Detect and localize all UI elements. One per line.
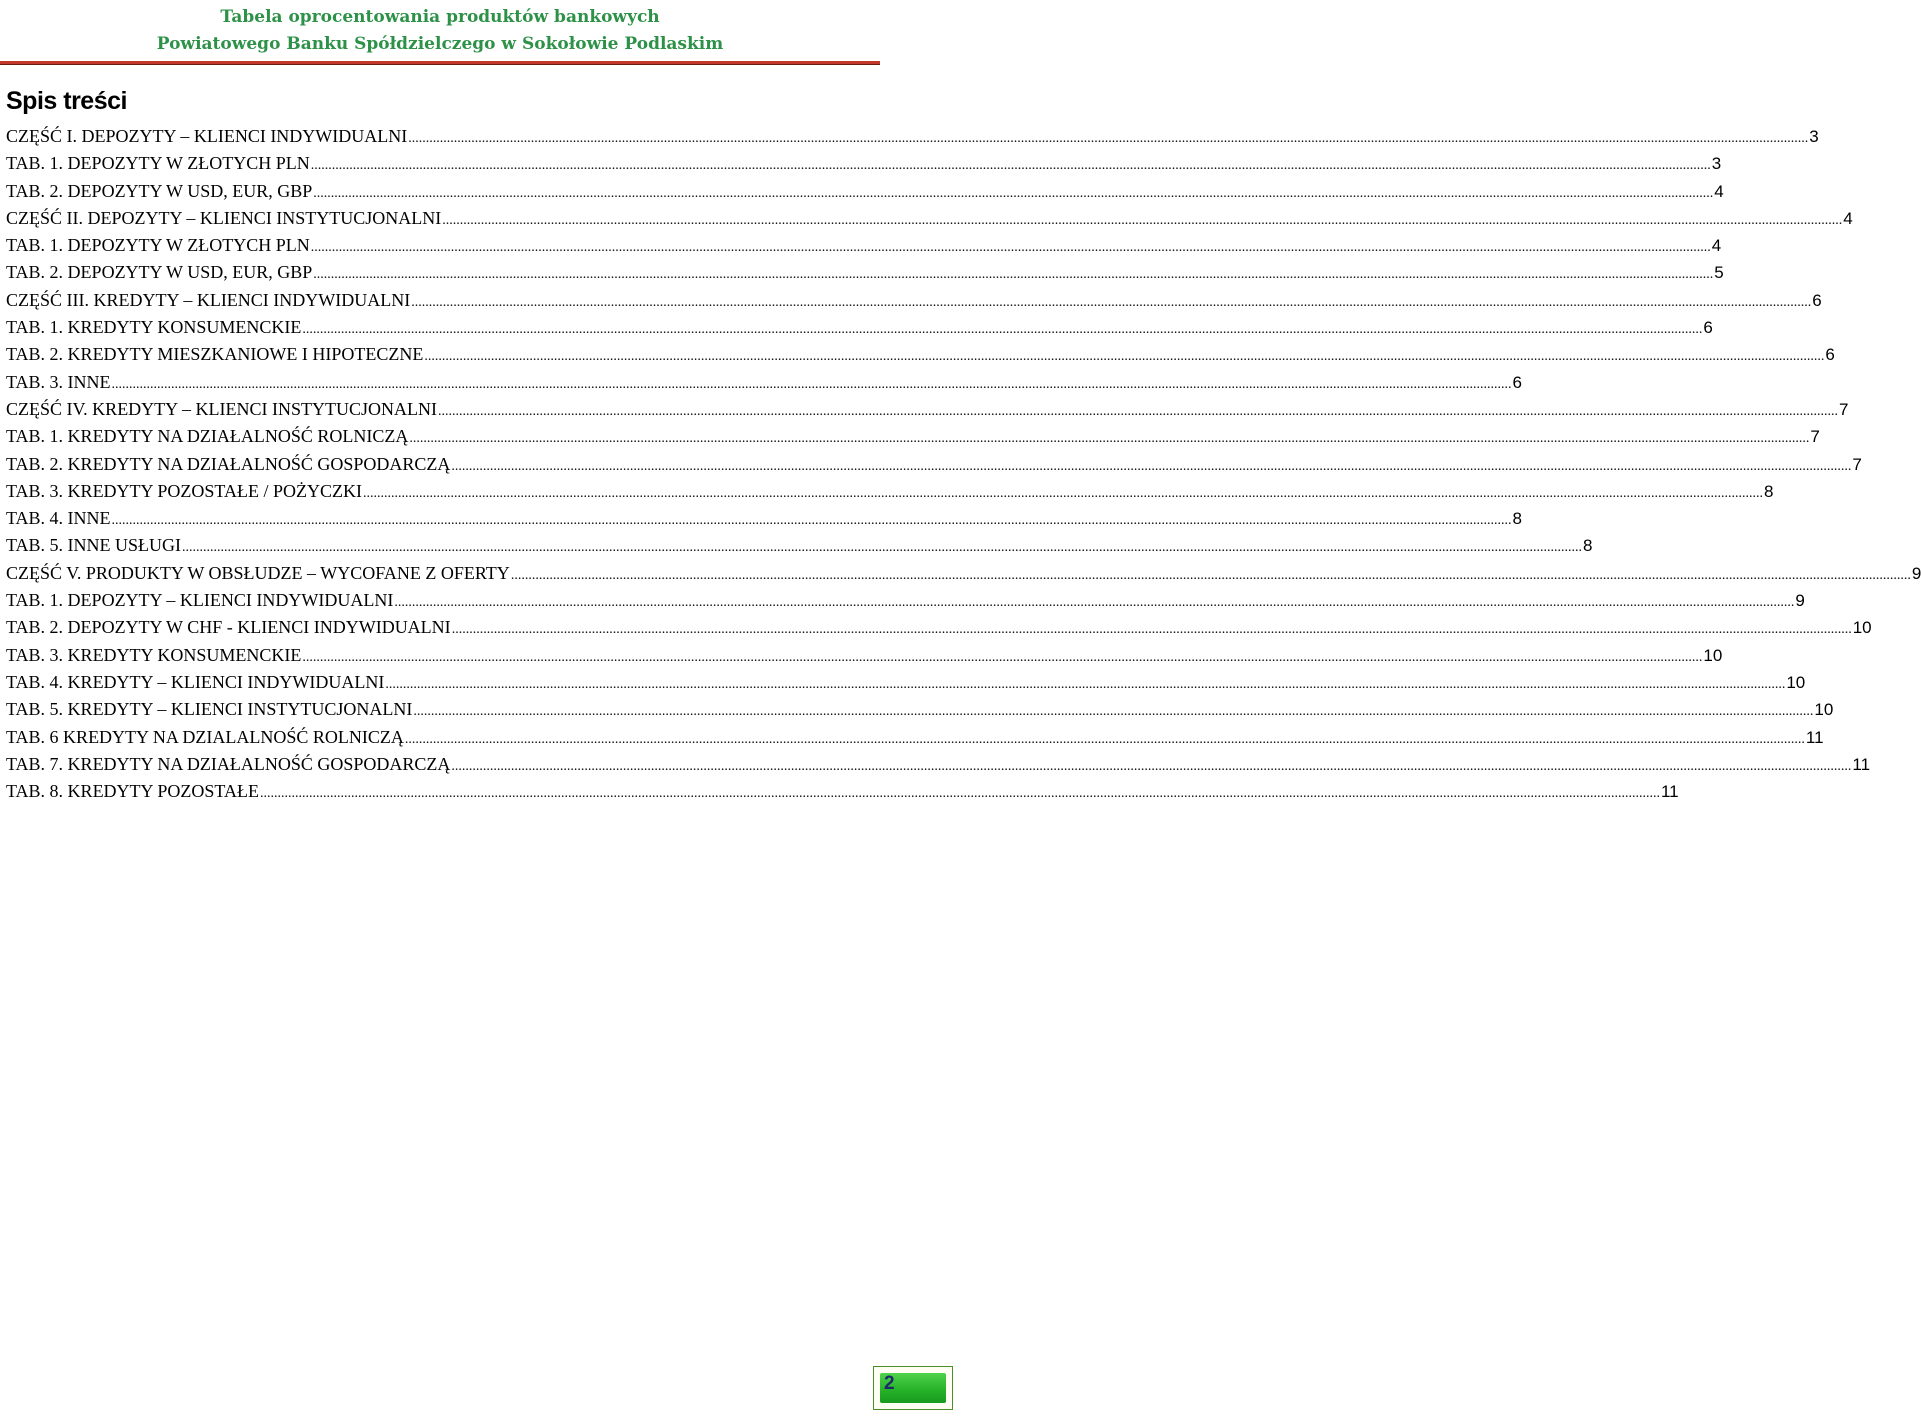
header-title-line-2: Powiatowego Banku Spółdzielczego w Sokołowie Podlaskim <box>156 34 724 54</box>
toc-entry-link[interactable] <box>6 423 1820 450</box>
toc-entry-page: 10 <box>1786 672 1806 692</box>
toc-entry-page: 3 <box>1711 154 1722 174</box>
toc-entry-label: TAB. 7. KREDYTY NA DZIAŁALNOŚĆ GOSPODARCZĄ <box>6 753 451 774</box>
toc-entry-page: 4 <box>1714 181 1724 201</box>
toc-entry-label: TAB. 3. KREDYTY POZOSTAŁE / POŻYCZKI <box>6 480 362 501</box>
toc-entry-label: CZĘŚĆ I. DEPOZYTY – KLIENCI INDYWIDUALNI <box>6 126 408 146</box>
toc-entry-label: TAB. 6 KREDYTY NA DZIALALNOŚĆ ROLNICZĄ <box>6 726 404 747</box>
toc-entry-link[interactable] <box>6 369 1523 396</box>
toc-entry-link[interactable] <box>6 259 1724 286</box>
dot-leader: ................................................................................................................................................................................................................................................................................................................................................................................................................ <box>313 267 1714 283</box>
dot-leader: ................................................................................................................................................................................................................................................................................................................................................................................................................ <box>362 485 1763 501</box>
dot-leader: ................................................................................................................................................................................................................................................................................................................................................................................................................ <box>310 240 1711 256</box>
toc-entry-label: TAB. 2. DEPOZYTY W USD, EUR, GBP <box>6 262 313 283</box>
toc-entry-page: 10 <box>1852 618 1872 638</box>
dot-leader: ................................................................................................................................................................................................................................................................................................................................................................................................................ <box>394 595 1795 611</box>
toc-entry-link[interactable] <box>6 505 1523 532</box>
toc-entry-label: TAB. 2. KREDYTY MIESZKANIOWE I HIPOTECZNE <box>6 344 424 365</box>
toc-entry-label: TAB. 1. DEPOZYTY – KLIENCI INDYWIDUALNI <box>6 590 394 611</box>
toc-entry-label: CZĘŚĆ III. KREDYTY – KLIENCI INDYWIDUALNI <box>6 289 411 310</box>
dot-leader: ................................................................................................................................................................................................................................................................................................................................................................................................................ <box>182 540 1583 556</box>
toc-entry-page: 3 <box>1809 127 1819 146</box>
toc-entry-link[interactable] <box>6 669 1806 696</box>
header-divider-shadow <box>0 64 880 65</box>
dot-leader: ................................................................................................................................................................................................................................................................................................................................................................................................................ <box>111 513 1512 529</box>
toc-entry-label: TAB. 8. KREDYTY POZOSTAŁE <box>6 781 259 802</box>
dot-leader: ................................................................................................................................................................................................................................................................................................................................................................................................................ <box>409 431 1810 447</box>
dot-leader: ................................................................................................................................................................................................................................................................................................................................................................................................................ <box>302 649 1703 665</box>
dot-leader: ................................................................................................................................................................................................................................................................................................................................................................................................................ <box>310 158 1711 174</box>
toc-entry-label: TAB. 4. INNE <box>6 508 111 529</box>
dot-leader: ................................................................................................................................................................................................................................................................................................................................................................................................................ <box>259 786 1660 802</box>
toc-entry-link[interactable] <box>6 178 1724 205</box>
header-title-line-1: Tabela oprocentowania produktów bankowych <box>220 7 660 27</box>
toc-entry-label: TAB. 2. KREDYTY NA DZIAŁALNOŚĆ GOSPODARCZĄ <box>6 453 451 474</box>
toc-entry-link[interactable] <box>6 642 1723 669</box>
toc-entry-link[interactable] <box>6 532 1593 559</box>
dot-leader: ................................................................................................................................................................................................................................................................................................................................................................................................................ <box>451 458 1852 474</box>
toc-entry-label: TAB. 2. DEPOZYTY W CHF - KLIENCI INDYWIDUALNI <box>6 617 451 638</box>
toc-title: Spis treści <box>6 87 127 115</box>
dot-leader: ................................................................................................................................................................................................................................................................................................................................................................................................................ <box>404 731 1805 747</box>
toc-entry-link[interactable] <box>6 123 1819 150</box>
toc-entry-page: 6 <box>1812 290 1822 310</box>
page-number-badge <box>873 1366 953 1410</box>
dot-leader: ................................................................................................................................................................................................................................................................................................................................................................................................................ <box>437 403 1838 419</box>
dot-leader: ................................................................................................................................................................................................................................................................................................................................................................................................................ <box>451 758 1852 774</box>
toc-entry-link[interactable] <box>6 724 1824 751</box>
dot-leader: ................................................................................................................................................................................................................................................................................................................................................................................................................ <box>411 294 1812 310</box>
dot-leader: ................................................................................................................................................................................................................................................................................................................................................................................................................ <box>424 349 1825 365</box>
toc-entry-page: 8 <box>1583 536 1593 556</box>
toc-entry-page: 10 <box>1703 645 1723 665</box>
page-number: 2 <box>884 1373 895 1394</box>
toc-entry-page: 6 <box>1825 345 1835 365</box>
toc-entry-link[interactable] <box>6 614 1872 641</box>
toc-entry-label: TAB. 1. DEPOZYTY W ZŁOTYCH PLN <box>6 153 310 174</box>
dot-leader: ................................................................................................................................................................................................................................................................................................................................................................................................................ <box>451 622 1852 638</box>
toc-entry-page: 7 <box>1810 427 1820 447</box>
table-of-contents <box>6 123 1921 805</box>
toc-entry-page: 8 <box>1512 509 1523 529</box>
toc-entry-link[interactable] <box>6 751 1871 778</box>
toc-entry-label: TAB. 3. KREDYTY KONSUMENCKIE <box>6 644 302 665</box>
toc-entry-link[interactable] <box>6 341 1835 368</box>
dot-leader: ................................................................................................................................................................................................................................................................................................................................................................................................................ <box>510 567 1911 583</box>
toc-entry-page: 4 <box>1843 208 1853 228</box>
document-header <box>0 4 880 58</box>
toc-entry-label: CZĘŚĆ II. DEPOZYTY – KLIENCI INSTYTUCJONALNI <box>6 207 442 228</box>
toc-entry-label: TAB. 3. INNE <box>6 371 111 392</box>
toc-entry-page: 9 <box>1911 563 1921 583</box>
toc-entry-page: 11 <box>1660 782 1679 802</box>
dot-leader: ................................................................................................................................................................................................................................................................................................................................................................................................................ <box>413 704 1814 720</box>
toc-entry-link[interactable] <box>6 396 1849 423</box>
dot-leader: ................................................................................................................................................................................................................................................................................................................................................................................................................ <box>313 185 1714 201</box>
toc-entry-label: TAB. 2. DEPOZYTY W USD, EUR, GBP <box>6 180 313 201</box>
dot-leader: ................................................................................................................................................................................................................................................................................................................................................................................................................ <box>302 322 1703 338</box>
toc-entry-page: 11 <box>1852 754 1871 774</box>
dot-leader: ................................................................................................................................................................................................................................................................................................................................................................................................................ <box>442 212 1843 228</box>
toc-entry-page: 7 <box>1838 399 1849 419</box>
toc-entry-link[interactable] <box>6 696 1834 723</box>
toc-entry-link[interactable] <box>6 232 1722 259</box>
toc-entry-link[interactable] <box>6 778 1679 805</box>
toc-entry-page: 10 <box>1814 700 1834 720</box>
toc-entry-page: 6 <box>1512 372 1523 392</box>
toc-entry-label: TAB. 1. KREDYTY NA DZIAŁALNOŚĆ ROLNICZĄ <box>6 426 409 447</box>
toc-entry-page: 11 <box>1805 727 1824 747</box>
toc-entry-label: CZĘŚĆ V. PRODUKTY W OBSŁUDZE – WYCOFANE Z OFERTY <box>6 562 510 583</box>
toc-entry-page: 5 <box>1714 263 1724 283</box>
toc-entry-page: 9 <box>1795 591 1805 611</box>
dot-leader: ................................................................................................................................................................................................................................................................................................................................................................................................................ <box>408 131 1809 146</box>
toc-entry-link[interactable] <box>6 205 1853 232</box>
toc-entry-page: 4 <box>1711 236 1722 256</box>
toc-entry-label: TAB. 1. DEPOZYTY W ZŁOTYCH PLN <box>6 235 310 256</box>
toc-entry-label: TAB. 5. KREDYTY – KLIENCI INSTYTUCJONALNI <box>6 699 413 720</box>
toc-entry-label: CZĘŚĆ IV. KREDYTY – KLIENCI INSTYTUCJONALNI <box>6 398 437 419</box>
toc-entry-link[interactable] <box>6 451 1862 478</box>
toc-entry-page: 7 <box>1852 454 1862 474</box>
toc-entry-link[interactable] <box>6 478 1774 505</box>
toc-entry-label: TAB. 4. KREDYTY – KLIENCI INDYWIDUALNI <box>6 671 385 692</box>
toc-entry-link[interactable] <box>6 287 1822 314</box>
toc-entry-page: 8 <box>1763 481 1774 501</box>
toc-entry-link[interactable] <box>6 560 1921 587</box>
toc-entry-label: TAB. 5. INNE USŁUGI <box>6 535 182 556</box>
toc-entry-link[interactable] <box>6 314 1713 341</box>
toc-entry-page: 6 <box>1703 318 1713 338</box>
toc-entry-link[interactable] <box>6 587 1805 614</box>
dot-leader: ................................................................................................................................................................................................................................................................................................................................................................................................................ <box>111 376 1512 392</box>
toc-entry-label: TAB. 1. KREDYTY KONSUMENCKIE <box>6 317 302 338</box>
dot-leader: ................................................................................................................................................................................................................................................................................................................................................................................................................ <box>385 676 1786 692</box>
toc-entry-link[interactable] <box>6 150 1722 177</box>
